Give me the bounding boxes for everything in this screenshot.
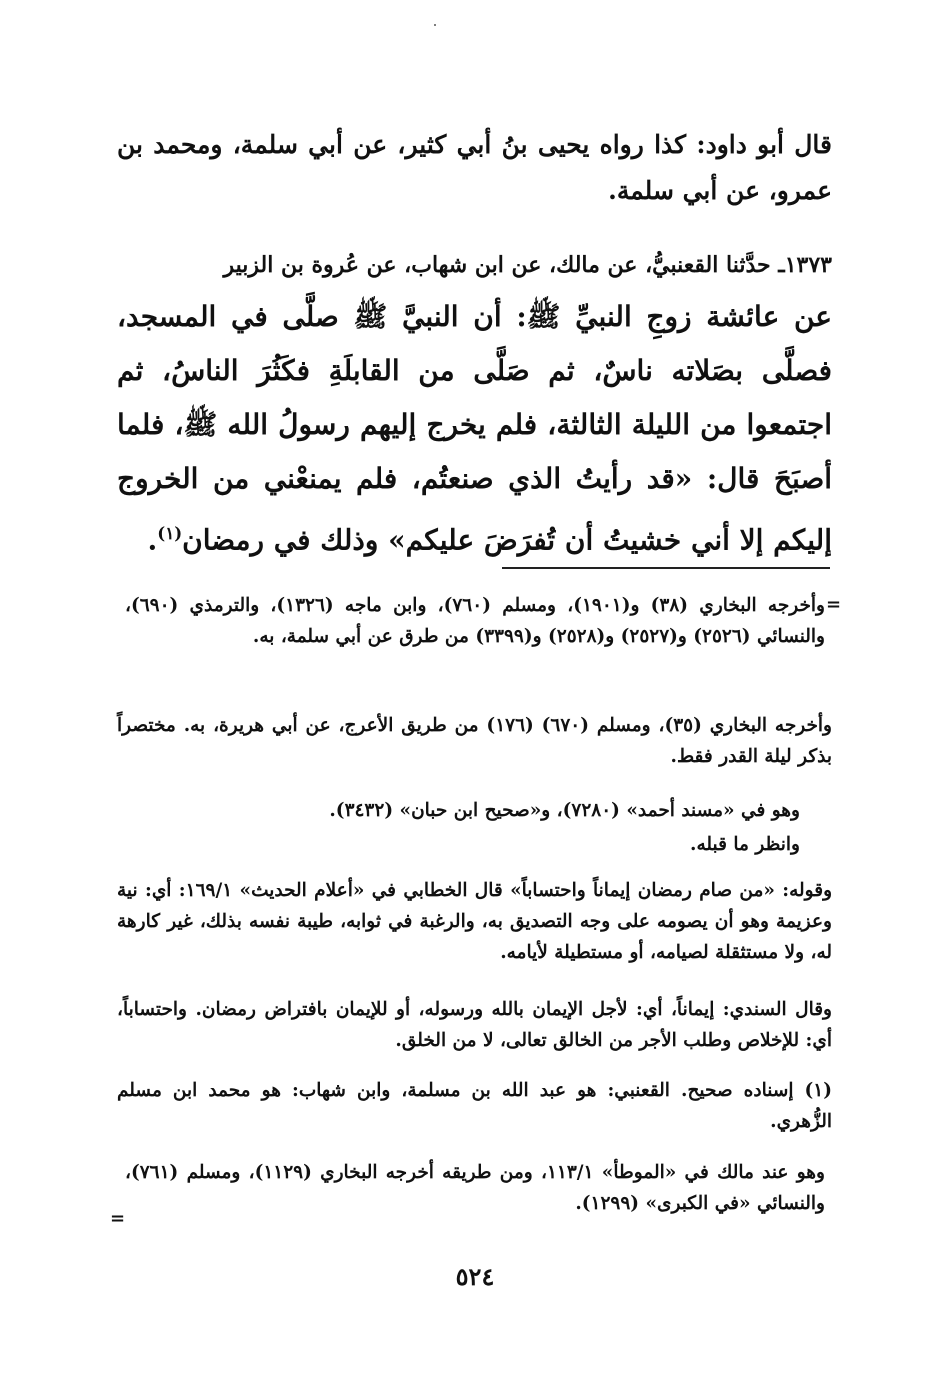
footnote-ref-1: (١)	[157, 523, 183, 543]
footnote-paragraph-2: وأخرجه البخاري (٣٥)، ومسلم (٦٧٠) (١٧٦) من طريق الأعرج، عن أبي هريرة، به. مختصراً بذكر ليلة القدر فقط.	[117, 715, 832, 767]
footnote-paragraph-5: وقوله: «من صام رمضان إيماناً واحتساباً» قال الخطابي في «أعلام الحديث» ١٦٩/١: أي: نية وعزيمة وهو أن يصومه على وجه التصديق به، والرغبة في ثوابه، طيبة نفسه بذلك، غير كارهة له، ولا مستثقلة لصيامه، أو مستطيلة لأيامه.	[117, 880, 833, 963]
hadith-end-dot: .	[147, 523, 158, 557]
footnote-paragraph-6: وقال السندي: إيماناً، أي: لأجل الإيمان بالله ورسوله، أو للإيمان بافتراض رمضان. واحتساباً، أي: للإخلاص وطلب الأجر من الخالق تعالى، لا من الخلق.	[117, 999, 832, 1051]
footnote-paragraph-3: وهو في «مسند أحمد» (٧٢٨٠)، و«صحيح ابن حبان» (٣٤٣٢).	[329, 800, 800, 821]
footnote-paragraph-1: وأخرجه البخاري (٣٨) و(١٩٠١)، ومسلم (٧٦٠)، وابن ماجه (١٣٢٦)، والترمذي (٦٩٠)، والنسائي (٢٥٢٦) و(٢٥٢٧) و(٢٥٢٨) و(٣٣٩٩) من طرق عن أبي سلمة، به.	[125, 595, 825, 647]
footnote-1-source: (١) إسناده صحيح. القعنبي: هو عبد الله بن مسلمة، وابن شهاب: هو محمد ابن مسلم الزُّهري.	[117, 1080, 832, 1132]
scan-speck	[434, 24, 436, 26]
footnote-paragraph-4: وانظر ما قبله.	[690, 834, 800, 855]
continuation-marker-bottom: =	[110, 1208, 126, 1229]
page-number: ٥٢٤	[455, 1262, 495, 1291]
continuation-marker-top: =	[826, 594, 842, 615]
footnote-paragraph-8: وهو عند مالك في «الموطأ» ١١٣/١، ومن طريقه أخرجه البخاري (١١٢٩)، ومسلم (٧٦١)، والنسائي «في الكبرى» (١٢٩٩).	[125, 1162, 825, 1214]
footnote-divider	[502, 567, 830, 569]
hadith-isnad-line: ١٣٧٣ـ حدَّثنا القعنبيُّ، عن مالك، عن ابن شهاب، عن عُروة بن الزبير	[223, 252, 832, 278]
hadith-body: عن عائشة زوجِ النبيِّ ﷺ: أن النبيَّ ﷺ صلَّى في المسجد، فصلَّى بصَلاته ناسٌ، ثم صَلَّى من القابلَةِ فكَثُرَ الناسُ، ثم اجتمعوا من الليلة الثالثة، فلم يخرج إليهم رسولُ الله ﷺ، فلما أصبَحَ قال: «قد رأيتُ الذي صنعتُم، فلم يمنعْني من الخروج إليكم إلا أني خشيتُ أن تُفرَضَ عليكم» وذلك في رمضان	[117, 300, 832, 557]
hadith-text	[117, 290, 832, 567]
main-paragraph-abu-dawud: قال أبو داود: كذا رواه يحيى بنُ أبي كثير، عن أبي سلمة، ومحمد بن عمرو، عن أبي سلمة.	[117, 130, 832, 205]
